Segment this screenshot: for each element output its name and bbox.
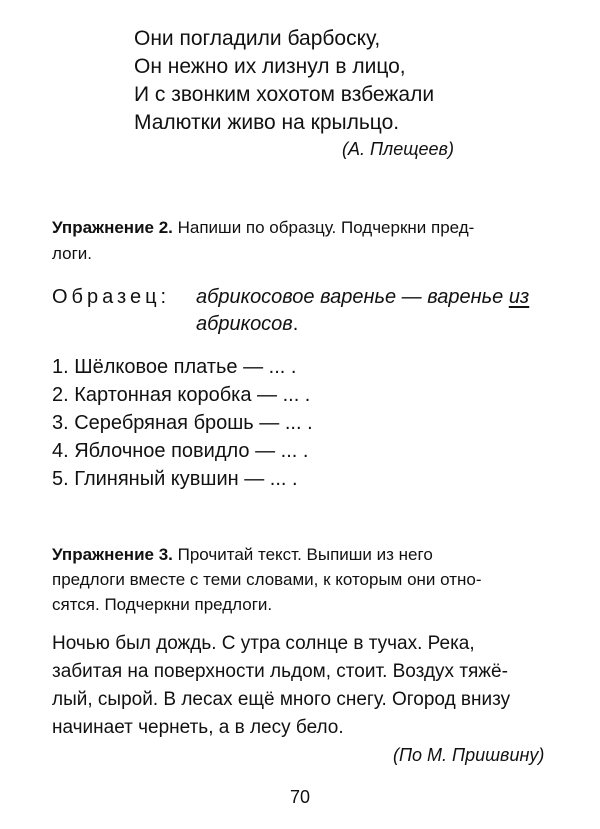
exercise-3-text-line-1: Ночью был дождь. С утра солнце в тучах. Река,	[52, 633, 475, 654]
page-number: 70	[289, 787, 311, 807]
sample-text-line-2	[196, 314, 298, 334]
exercise-2-label: Упражнение 2.	[52, 218, 173, 237]
exercise-3-text-line-2: забитая на поверхности льдом, стоит. Воздух тяжё-	[52, 661, 508, 682]
exercise-2-instruction-line-2: логи.	[52, 244, 92, 263]
sample-label: Образец:	[52, 286, 171, 308]
poem-line-1: Они погладили барбоску,	[134, 27, 381, 50]
exercise-2-item-2: 2. Картонная коробка — ... .	[52, 384, 311, 406]
exercise-3-text-line-3: лый, сырой. В лесах ещё много снегу. Огород внизу	[52, 689, 511, 710]
sample-text-line-1	[196, 287, 529, 307]
exercise-2-instruction-line-1: Напиши по образцу. Подчеркни пред-	[177, 218, 475, 237]
exercise-3-text-line-4: начинает чернеть, а в лесу бело.	[52, 717, 344, 738]
exercise-3-instruction-line-3: сятся. Подчеркни предлоги.	[52, 595, 273, 614]
text-author: (По М. Пришвину)	[393, 745, 545, 765]
poem-line-3: И с звонким хохотом взбежали	[134, 83, 435, 106]
poem-author: (А. Плещеев)	[342, 139, 454, 159]
exercise-3-instruction-line-1: Прочитай текст. Выпиши из него	[177, 545, 433, 564]
sample-preposition-underlined: из	[508, 286, 530, 308]
exercise-3-instruction-line-2: предлоги вместе с теми словами, к которым они отно-	[52, 570, 482, 589]
poem-line-2: Он нежно их лизнул в лицо,	[134, 55, 406, 78]
exercise-2-instruction	[52, 219, 474, 236]
exercise-2-item-3: 3. Серебряная брошь — ... .	[52, 412, 313, 434]
sample-text-part-1: абрикосовое варенье — варенье	[196, 286, 509, 308]
exercise-3-instruction	[52, 546, 433, 563]
exercise-2-item-1: 1. Шёлковое платье — ... .	[52, 356, 297, 378]
poem-line-4: Малютки живо на крыльцо.	[134, 111, 400, 134]
exercise-2-item-4: 4. Яблочное повидло — ... .	[52, 440, 309, 462]
sample-text-end: .	[292, 313, 299, 335]
exercise-2-item-5: 5. Глиняный кувшин — ... .	[52, 468, 298, 490]
exercise-3-label: Упражнение 3.	[52, 545, 173, 564]
sample-text-part-2: абрикосов	[196, 313, 293, 335]
